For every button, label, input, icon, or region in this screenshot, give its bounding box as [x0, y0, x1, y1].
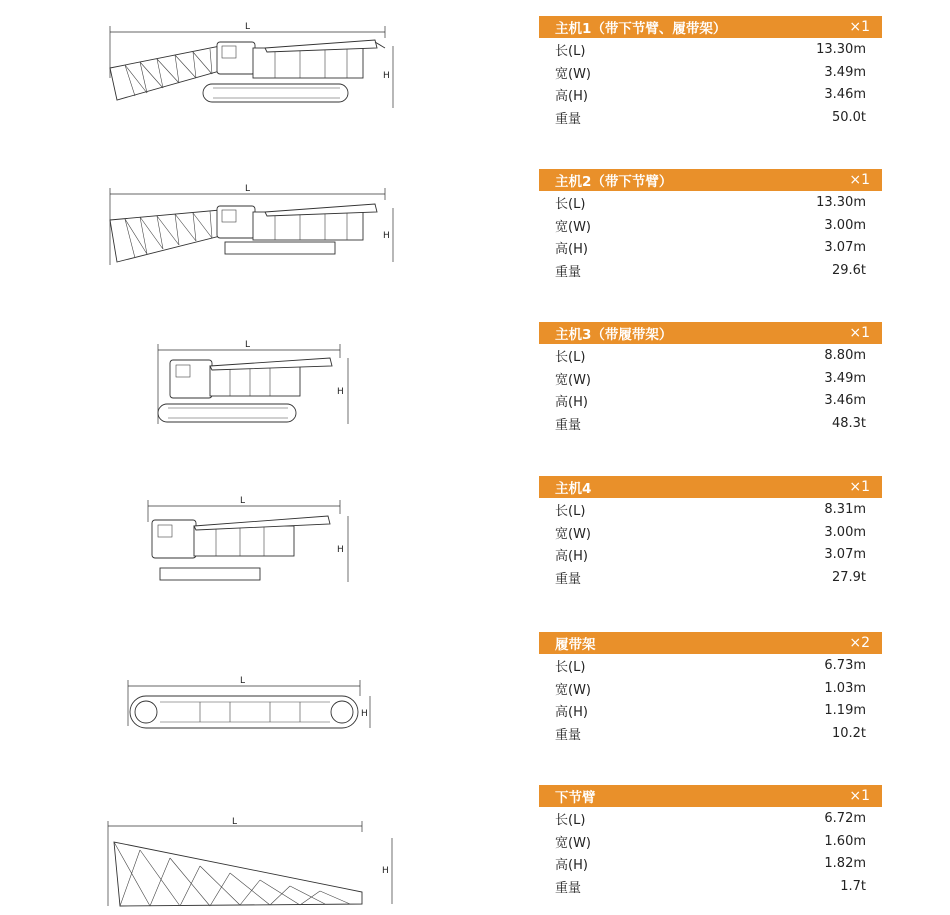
spec-row-weight [539, 722, 882, 745]
spec-row-length [539, 191, 882, 214]
spec-title: 主机1（带下节臂、履带架） [555, 21, 727, 37]
spec-label: 长(L) [555, 43, 586, 59]
spec-value: 29.6t [831, 262, 866, 278]
spec-value: 50.0t [831, 109, 866, 125]
spec-value: 3.00m [824, 524, 866, 540]
spec-value: 1.60m [824, 833, 866, 849]
spec-value: 27.9t [831, 569, 866, 585]
spec-label: 宽(W) [555, 372, 591, 388]
spec-quantity: ×1 [849, 325, 870, 341]
spec-row-length [539, 344, 882, 367]
height-label: H [383, 231, 390, 241]
spec-row-height [539, 699, 882, 722]
height-label: H [382, 866, 389, 876]
spec-row-length [539, 498, 882, 521]
spec-value: 3.07m [824, 547, 866, 563]
spec-header [539, 169, 882, 191]
spec-label: 长(L) [555, 503, 586, 519]
spec-row-height [539, 852, 882, 875]
spec-label: 长(L) [555, 812, 586, 828]
spec-label: 重量 [555, 880, 582, 896]
length-label: L [232, 817, 238, 827]
spec-label: 宽(W) [555, 66, 591, 82]
spec-label: 重量 [555, 571, 582, 587]
spec-quantity: ×1 [849, 479, 870, 495]
spec-header [539, 476, 882, 498]
spec-label: 重量 [555, 727, 582, 743]
spec-row-height [539, 83, 882, 106]
diagram-main-unit-2 [95, 180, 415, 270]
spec-header [539, 632, 882, 654]
spec-label: 高(H) [555, 395, 588, 411]
spec-row-length [539, 38, 882, 61]
spec-value: 6.72m [824, 810, 866, 826]
diagram-crawler [120, 676, 380, 736]
spec-value: 1.03m [824, 680, 866, 696]
spec-value: 3.07m [824, 240, 866, 256]
spec-value: 13.30m [816, 41, 866, 57]
spec-value: 8.31m [824, 501, 866, 517]
spec-header [539, 785, 882, 807]
spec-row-length [539, 807, 882, 830]
height-label: H [337, 545, 344, 555]
spec-table-main-unit-2 [539, 169, 882, 282]
spec-value: 6.73m [824, 657, 866, 673]
spec-header [539, 16, 882, 38]
spec-label: 宽(W) [555, 219, 591, 235]
spec-quantity: ×1 [849, 788, 870, 804]
spec-label: 重量 [555, 417, 582, 433]
spec-value: 1.82m [824, 856, 866, 872]
height-label: H [361, 709, 368, 719]
spec-table-main-unit-1 [539, 16, 882, 129]
spec-value: 13.30m [816, 194, 866, 210]
spec-table-main-unit-4 [539, 476, 882, 589]
length-label: L [240, 676, 246, 686]
spec-value: 1.7t [840, 878, 866, 894]
spec-row-height [539, 236, 882, 259]
spec-row-weight [539, 875, 882, 898]
spec-value: 10.2t [831, 725, 866, 741]
spec-label: 长(L) [555, 659, 586, 675]
spec-quantity: ×1 [849, 19, 870, 35]
spec-row-weight [539, 106, 882, 129]
spec-label: 重量 [555, 264, 582, 280]
spec-label: 高(H) [555, 549, 588, 565]
spec-label: 宽(W) [555, 682, 591, 698]
height-label: H [383, 71, 390, 81]
height-label: H [337, 387, 344, 397]
spec-row-weight [539, 412, 882, 435]
spec-row-weight [539, 259, 882, 282]
length-label: L [245, 184, 251, 194]
spec-title: 下节臂 [555, 790, 596, 806]
spec-row-width [539, 830, 882, 853]
length-label: L [245, 340, 251, 350]
spec-row-width [539, 367, 882, 390]
spec-row-width [539, 61, 882, 84]
spec-value: 3.49m [824, 64, 866, 80]
spec-quantity: ×1 [849, 172, 870, 188]
spec-row-height [539, 389, 882, 412]
spec-label: 重量 [555, 111, 582, 127]
spec-table-main-unit-3 [539, 322, 882, 435]
spec-title: 主机4 [555, 481, 592, 497]
spec-header [539, 322, 882, 344]
spec-label: 高(H) [555, 858, 588, 874]
spec-value: 1.19m [824, 703, 866, 719]
spec-row-width [539, 677, 882, 700]
spec-table-crawler [539, 632, 882, 745]
spec-value: 3.46m [824, 87, 866, 103]
length-label: L [245, 22, 251, 32]
spec-label: 宽(W) [555, 835, 591, 851]
spec-label: 宽(W) [555, 526, 591, 542]
spec-row-weight [539, 566, 882, 589]
spec-value: 3.00m [824, 217, 866, 233]
spec-value: 3.49m [824, 370, 866, 386]
spec-title: 履带架 [555, 637, 596, 653]
diagram-main-unit-4 [140, 492, 370, 587]
diagram-lower-boom [100, 818, 400, 910]
diagram-main-unit-3 [150, 336, 370, 431]
length-label: L [240, 496, 246, 506]
spec-label: 高(H) [555, 89, 588, 105]
spec-row-width [539, 521, 882, 544]
spec-label: 长(L) [555, 196, 586, 212]
spec-table-lower-boom [539, 785, 882, 898]
spec-row-length [539, 654, 882, 677]
spec-row-width [539, 214, 882, 237]
spec-row-height [539, 543, 882, 566]
spec-label: 长(L) [555, 349, 586, 365]
spec-value: 8.80m [824, 347, 866, 363]
spec-label: 高(H) [555, 705, 588, 721]
spec-value: 3.46m [824, 393, 866, 409]
spec-label: 高(H) [555, 242, 588, 258]
diagram-main-unit-1 [95, 18, 415, 118]
spec-quantity: ×2 [849, 635, 870, 651]
spec-title: 主机2（带下节臂） [555, 174, 673, 190]
spec-title: 主机3（带履带架） [555, 327, 673, 343]
spec-value: 48.3t [831, 415, 866, 431]
